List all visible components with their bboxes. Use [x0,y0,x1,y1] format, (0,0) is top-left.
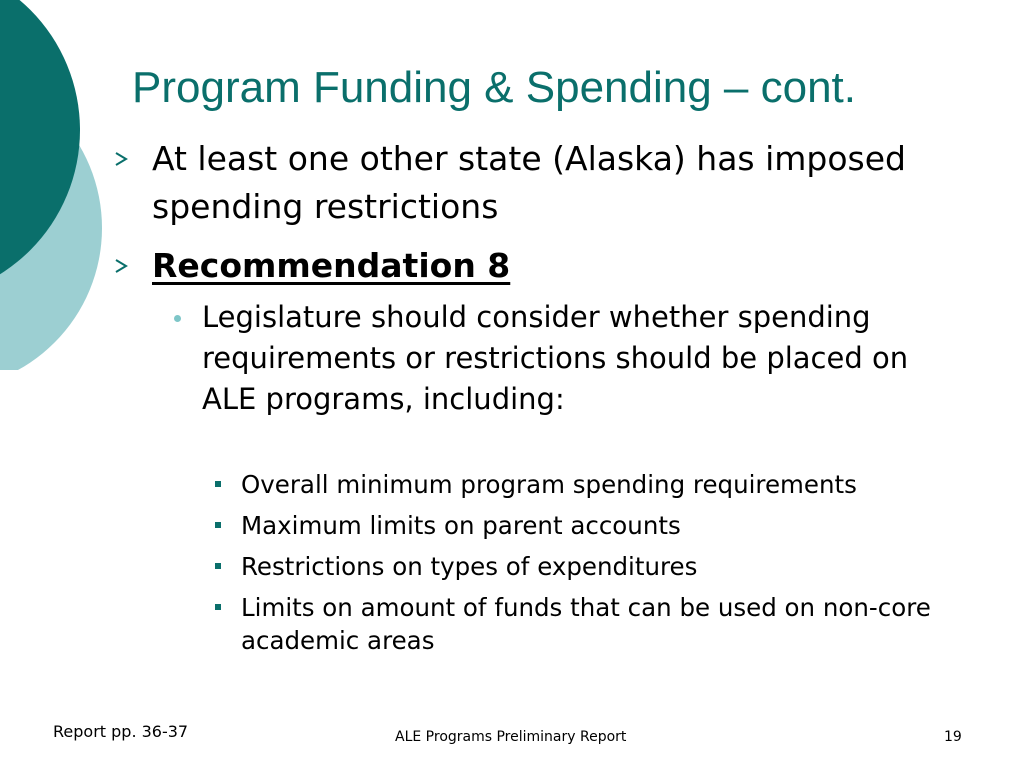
list-item-text: Overall minimum program spending requirements [241,470,857,499]
square-bullet-icon [215,481,221,487]
bullet-text: At least one other state (Alaska) has imposed spending restrictions [152,139,906,226]
list-item-text: Restrictions on types of expenditures [241,552,698,581]
square-bullet-icon [215,522,221,528]
arrow-bullet-icon [114,259,128,273]
footer-report-pages: Report pp. 36-37 [53,722,189,741]
sub-bullet-legislature [202,297,922,420]
list-item [241,468,981,501]
slide-title: Program Funding & Spending – cont. [132,63,857,112]
square-bullet-icon [215,604,221,610]
square-bullet-icon [215,563,221,569]
recommendation-heading: Recommendation 8 [152,246,511,285]
footer-report-title: ALE Programs Preliminary Report [395,729,627,745]
slide-number: 19 [944,729,962,745]
sub-bullet-text: Legislature should consider whether spending requirements or restrictions should be placed on ALE programs, including: [202,300,909,416]
bullet-alaska [152,135,972,231]
dot-bullet-icon [174,315,181,322]
list-item-text: Maximum limits on parent accounts [241,511,681,540]
list-item [241,509,981,542]
list-item [241,550,981,583]
bullet-recommendation [152,242,972,290]
list-item-text: Limits on amount of funds that can be used on non-core academic areas [241,593,931,655]
list-item [241,591,941,657]
arrow-bullet-icon [114,152,128,166]
